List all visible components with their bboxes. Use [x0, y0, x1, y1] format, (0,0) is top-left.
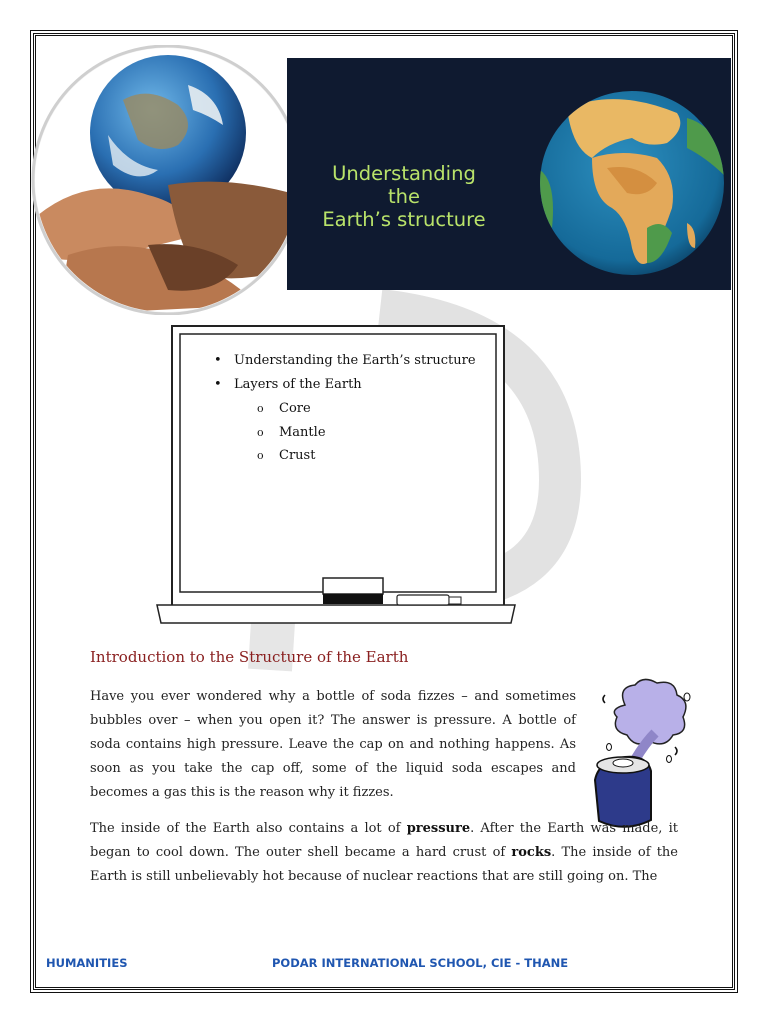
banner-title-line-2: the	[387, 185, 420, 208]
list-item-label: Layers of the Earth	[234, 377, 362, 392]
paragraph-text: . The inside of the Earth is still unbelievably hot because of nuclear reactions that are still going on. The	[90, 845, 678, 884]
sub-list-item	[212, 446, 502, 470]
sub-list-item-label: Core	[279, 401, 311, 416]
title-banner	[287, 58, 731, 290]
footer-school: PODAR INTERNATIONAL SCHOOL, CIE - THANE	[272, 956, 569, 970]
circle-bullet-icon: o	[257, 402, 264, 415]
paragraph-text: The inside of the Earth also contains a lot of	[90, 821, 407, 836]
paragraph-intro: Have you ever wondered why a bottle of soda fizzes – and sometimes bubbles over – when you open it? The answer is pressure. A bottle of soda contains high pressure. Leave the cap on and nothing happens. As soon as you take the cap off, some of the liquid soda escapes and becomes a gas this is the reason why it fizzes.	[90, 689, 576, 800]
paragraph-text: . After the Earth was made, it began to cool down. The outer shell became a hard crust of	[90, 821, 678, 860]
footer-subject: HUMANITIES	[46, 956, 128, 970]
board-topic-list	[212, 351, 502, 470]
sub-list-item-label: Crust	[279, 448, 316, 463]
keyword-rocks: rocks	[511, 845, 552, 860]
keyword-pressure: pressure	[406, 821, 471, 836]
paragraph-pressure	[90, 817, 678, 889]
sub-list-item	[212, 399, 502, 423]
circle-bullet-icon: o	[257, 449, 264, 462]
circle-bullet-icon: o	[257, 425, 264, 439]
soda-can-fizz-icon	[585, 675, 695, 830]
list-item	[212, 375, 502, 399]
banner-title-line-1: Understanding	[332, 162, 476, 185]
bullet-icon: •	[214, 353, 222, 368]
bullet-icon: •	[214, 377, 222, 392]
list-item-label: Understanding the Earth’s structure	[234, 353, 476, 368]
section-heading: Introduction to the Structure of the Earth	[90, 648, 409, 666]
earth-globe-icon	[537, 88, 727, 278]
list-item	[212, 351, 502, 375]
banner-title	[297, 162, 511, 231]
hands-holding-globe-icon	[28, 45, 306, 315]
sub-list-item	[212, 423, 502, 447]
sub-list-item-label: Mantle	[279, 424, 326, 440]
banner-title-line-3: Earth’s structure	[322, 208, 486, 231]
